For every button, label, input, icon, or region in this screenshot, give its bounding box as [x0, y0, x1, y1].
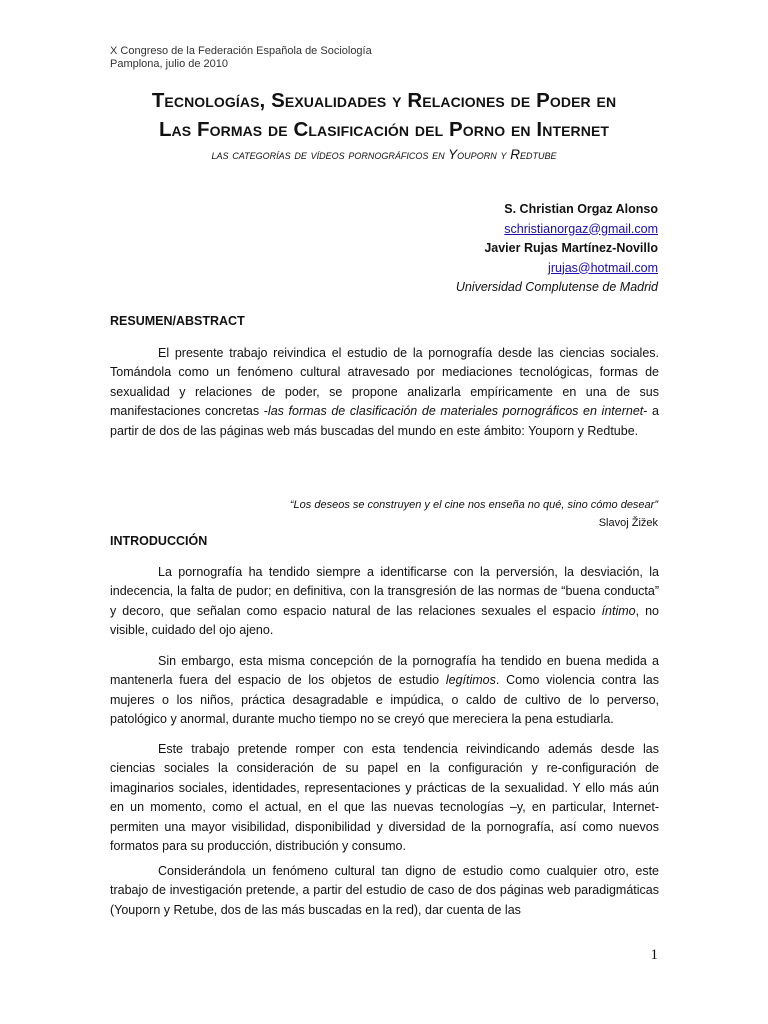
intro-paragraph-2 — [110, 652, 659, 730]
subtitle: las categorías de vídeos pornográficos en Youporn y Redtube — [211, 147, 557, 162]
p1-text-a: La pornografía ha tendido siempre a identificarse con la perversión, la desviación, la indecencia, la falta de pudor; en definitiva, con la transgresión de las normas de “buena conducta” y decoro, que señalan como espacio natural de las relaciones sexuales el espacio — [110, 565, 659, 618]
p2-text-b: . Como violencia contra las mujeres o los niños, práctica desagradable e impúdica, o caldo de cultivo de lo perverso, patológico y anormal, durante mucho tiempo no se creyó que mereciera la pena estudiarla. — [110, 673, 659, 727]
intro-paragraph-1 — [110, 563, 659, 641]
title-line-2: Las Formas de Clasificación del Porno en Internet — [158, 118, 610, 141]
p1-text-italic: íntimo — [601, 603, 636, 618]
author-2-name: Javier Rujas Martínez-Novillo — [484, 241, 658, 255]
intro-paragraph-3: Este trabajo pretende romper con esta tendencia reivindicando además desde las ciencias sociales la consideración de su papel en la configuración y re-configuración de imaginarios sociales, identidades, representaciones y prácticas de la sexualidad. Y ello más aún en un momento, como el actual, en el que las nuevas tecnologías –y, en particular, Internet- permiten una mayor visibilidad, disponibilidad y diversidad de la pornografía, así como nuevos formatos para su producción, distribución y consumo. — [110, 742, 659, 854]
conference-date: Pamplona, julio de 2010 — [110, 58, 229, 70]
abstract-paragraph — [110, 344, 659, 441]
p1-text-b: , no visible, cuidado del ojo ajeno. — [110, 603, 659, 638]
running-header — [110, 45, 372, 71]
title-line-1: Tecnologías, Sexualidades y Relaciones de Poder en — [151, 89, 617, 112]
p2-text-a: Sin embargo, esta misma concepción de la pornografía ha tendido en buena medida a mantenerla fuera del espacio de los objetos de estudio — [110, 654, 659, 688]
author-1-email-link[interactable]: schristianorgaz@gmail.com — [504, 221, 658, 236]
abstract-text-b: - a partir de dos de las páginas web más buscadas del mundo en este ámbito: Youporn y Redtube. — [110, 404, 659, 438]
intro-paragraph-4: Considerándola un fenómeno cultural tan digno de estudio como cualquier otro, este trabajo de investigación pretende, a partir del estudio de caso de dos páginas web paradigmáticas (Youporn y Retube, dos de las más buscadas en la red), dar cuenta de las — [110, 864, 659, 917]
epigraph-author: Slavoj Žižek — [598, 517, 658, 529]
affiliation: Universidad Complutense de Madrid — [455, 280, 658, 294]
epigraph-quote: “Los deseos se construyen y el cine nos enseña no qué, sino cómo desear” — [289, 499, 658, 511]
abstract-text-italic: las formas de clasificación de materiales pornográficos en internet — [267, 404, 644, 419]
author-2-email-link[interactable]: jrujas@hotmail.com — [548, 260, 658, 275]
author-block — [456, 200, 658, 298]
p2-text-italic: legítimos — [445, 673, 496, 688]
introduction-heading: INTRODUCCIÓN — [110, 534, 208, 548]
page-number: 1 — [650, 947, 658, 963]
author-1-name: S. Christian Orgaz Alonso — [504, 202, 658, 216]
abstract-text-a: El presente trabajo reivindica el estudio de la pornografía desde las ciencias sociales. Tomándola como un fenómeno cultural atravesado por mediaciones tecnológicas, formas de sexualidad y relaciones de poder, se propone analizarla empíricamente en una de sus manifestaciones concretas - — [110, 346, 659, 419]
conference-name: X Congreso de la Federación Española de Sociología — [110, 45, 372, 57]
abstract-heading: RESUMEN/ABSTRACT — [110, 314, 245, 328]
